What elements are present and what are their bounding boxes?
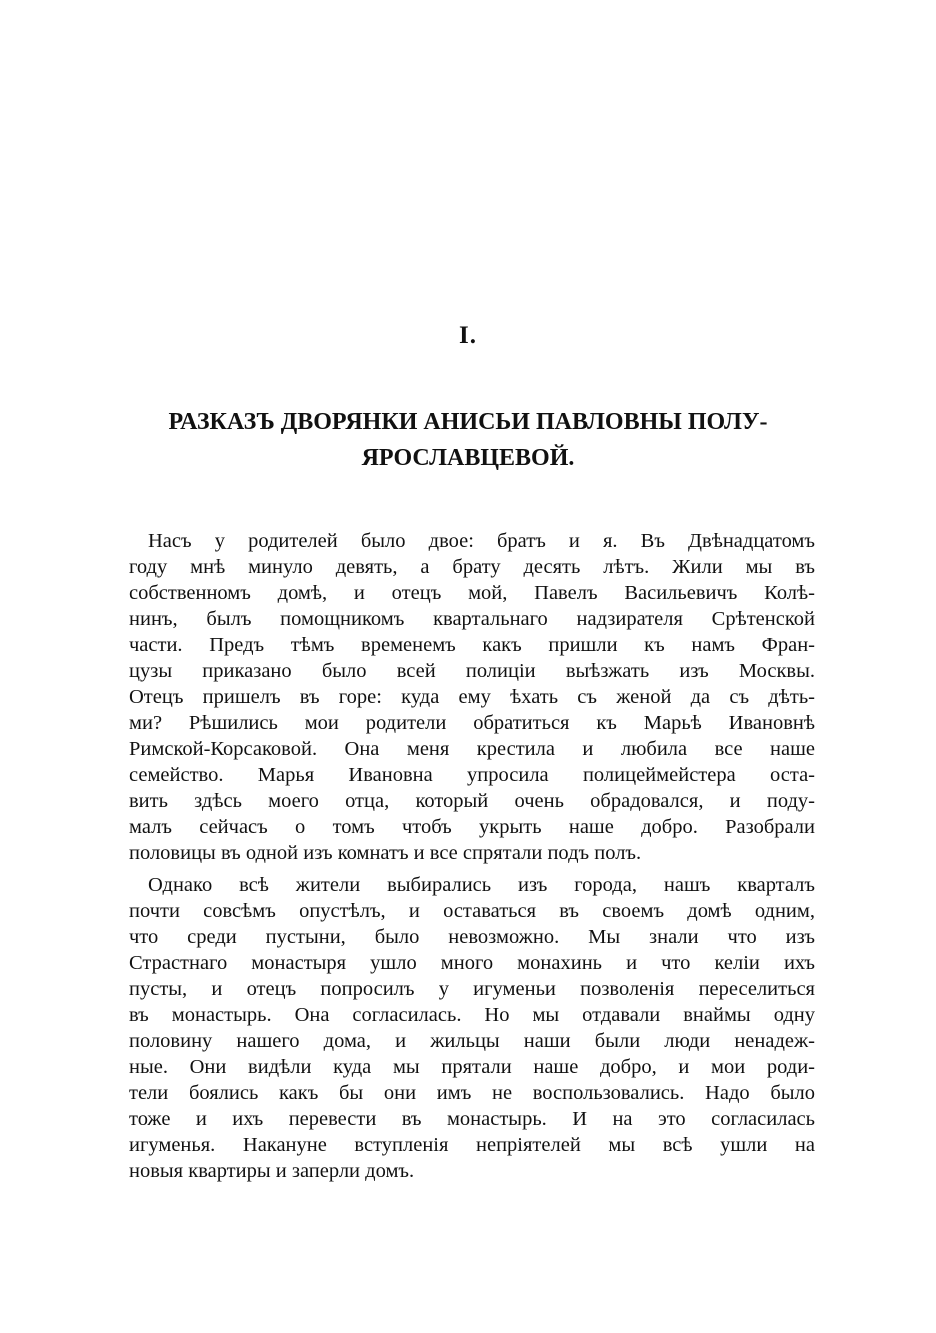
- chapter-title: [110, 404, 826, 476]
- text-line: Римской-Корсаковой. Она меня крестила и любила все наше: [129, 738, 815, 760]
- body-text: [129, 528, 815, 1190]
- text-line: части. Предъ тѣмъ временемъ какъ пришли къ намъ Фран-: [129, 634, 815, 656]
- text-line: тоже и ихъ перевести въ монастырь. И на это согласилась: [129, 1108, 815, 1130]
- chapter-title-line: РАЗКАЗЪ ДВОРЯНКИ АНИСЬИ ПАВЛОВНЫ ПОЛУ-: [168, 409, 768, 435]
- text-line: Страстнаго монастыря ушло много монахинь и что келіи ихъ: [129, 952, 815, 974]
- text-line: ми? Рѣшились мои родители обратиться къ Марьѣ Ивановнѣ: [129, 712, 815, 734]
- text-line: тели боялись какъ бы они имъ не воспользовались. Надо было: [129, 1082, 815, 1104]
- text-line: половицы въ одной изъ комнатъ и все спрятали подъ полъ.: [129, 842, 642, 864]
- text-line: вить здѣсь моего отца, который очень обрадовался, и поду-: [129, 790, 815, 812]
- paragraph-2: [129, 872, 815, 1184]
- text-line: нинъ, былъ помощникомъ квартальнаго надзирателя Срѣтенской: [129, 608, 815, 630]
- chapter-number: I.: [459, 322, 477, 349]
- text-line: половину нашего дома, и жильцы наши были люди ненадеж-: [129, 1030, 815, 1052]
- text-line: собственномъ домѣ, и отецъ мой, Павелъ Васильевичъ Колѣ-: [129, 582, 815, 604]
- text-line: что среди пустыни, было невозможно. Мы знали что изъ: [129, 926, 815, 948]
- text-line: цузы приказано было всей полиціи выѣзжать изъ Москвы.: [129, 660, 815, 682]
- paragraph-1: [129, 528, 815, 866]
- text-line: семейство. Марья Ивановна упросила полицеймейстера оста-: [129, 764, 815, 786]
- text-line: Отецъ пришелъ въ горе: куда ему ѣхать съ женой да съ дѣть-: [129, 686, 815, 708]
- text-line: новыя квартиры и заперли домъ.: [129, 1160, 415, 1182]
- text-line: почти совсѣмъ опустѣлъ, и оставаться въ своемъ домѣ одним,: [129, 900, 815, 922]
- text-line: ные. Они видѣли куда мы прятали наше добро, и мои роди-: [129, 1056, 815, 1078]
- text-line: игуменья. Накануне вступленія непріятелей мы всѣ ушли на: [129, 1134, 815, 1156]
- chapter-title-line: ЯРОСЛАВЦЕВОЙ.: [361, 445, 575, 471]
- text-line: Однако всѣ жители выбирались изъ города, нашъ кварталъ: [148, 874, 815, 896]
- text-line: малъ сейчасъ о томъ чтобъ укрыть наше добро. Разобрали: [129, 816, 815, 838]
- text-line: пусты, и отецъ попросилъ у игуменьи позволенія переселиться: [129, 978, 815, 1000]
- text-line: въ монастырь. Она согласилась. Но мы отдавали внаймы одну: [129, 1004, 815, 1026]
- text-line: году мнѣ минуло девять, а брату десять лѣтъ. Жили мы въ: [129, 556, 815, 578]
- text-line: Насъ у родителей было двое: братъ и я. Въ Двѣнадцатомъ: [148, 530, 815, 552]
